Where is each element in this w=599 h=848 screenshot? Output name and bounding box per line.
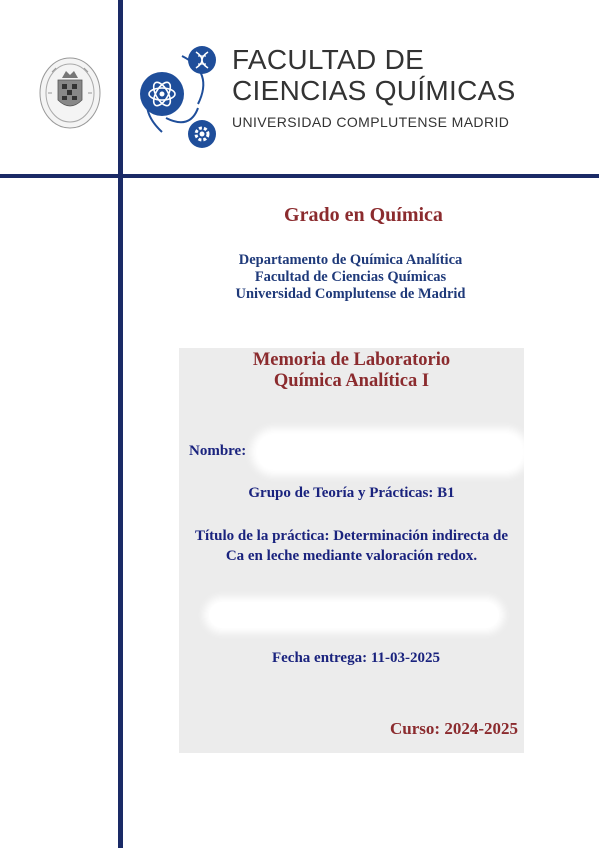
university-seal-icon	[38, 56, 102, 130]
practice-title: Título de la práctica: Determinación indirecta de Ca en leche mediante valoración redox.	[194, 528, 508, 564]
faculty-line: Facultad de Ciencias Químicas	[254, 269, 447, 285]
university-line: Universidad Complutense de Madrid	[235, 286, 466, 302]
horizontal-rule	[0, 174, 599, 178]
faculty-name-line2: CIENCIAS QUÍMICAS	[232, 75, 516, 106]
degree-title: Grado en Química	[284, 204, 443, 226]
redacted-text	[209, 602, 499, 628]
report-info-box	[179, 348, 524, 753]
faculty-logo-icon	[138, 44, 218, 154]
course-year: Curso: 2024-2025	[390, 719, 518, 738]
faculty-name	[232, 44, 592, 130]
redacted-name	[257, 434, 523, 470]
delivery-date: Fecha entrega: 11-03-2025	[271, 650, 441, 666]
department-block	[0, 252, 599, 303]
name-label: Nombre:	[189, 443, 247, 459]
department-line: Departamento de Química Analítica	[238, 252, 463, 268]
vertical-rule	[118, 0, 123, 848]
university-name: UNIVERSIDAD COMPLUTENSE MADRID	[232, 114, 510, 130]
report-title-line2: Química Analítica I	[273, 371, 430, 391]
report-title	[179, 350, 524, 392]
report-title-line1: Memoria de Laboratorio	[252, 350, 451, 370]
group-text: Grupo de Teoría y Prácticas: B1	[248, 485, 455, 501]
faculty-name-line1: FACULTAD DE	[232, 44, 425, 75]
